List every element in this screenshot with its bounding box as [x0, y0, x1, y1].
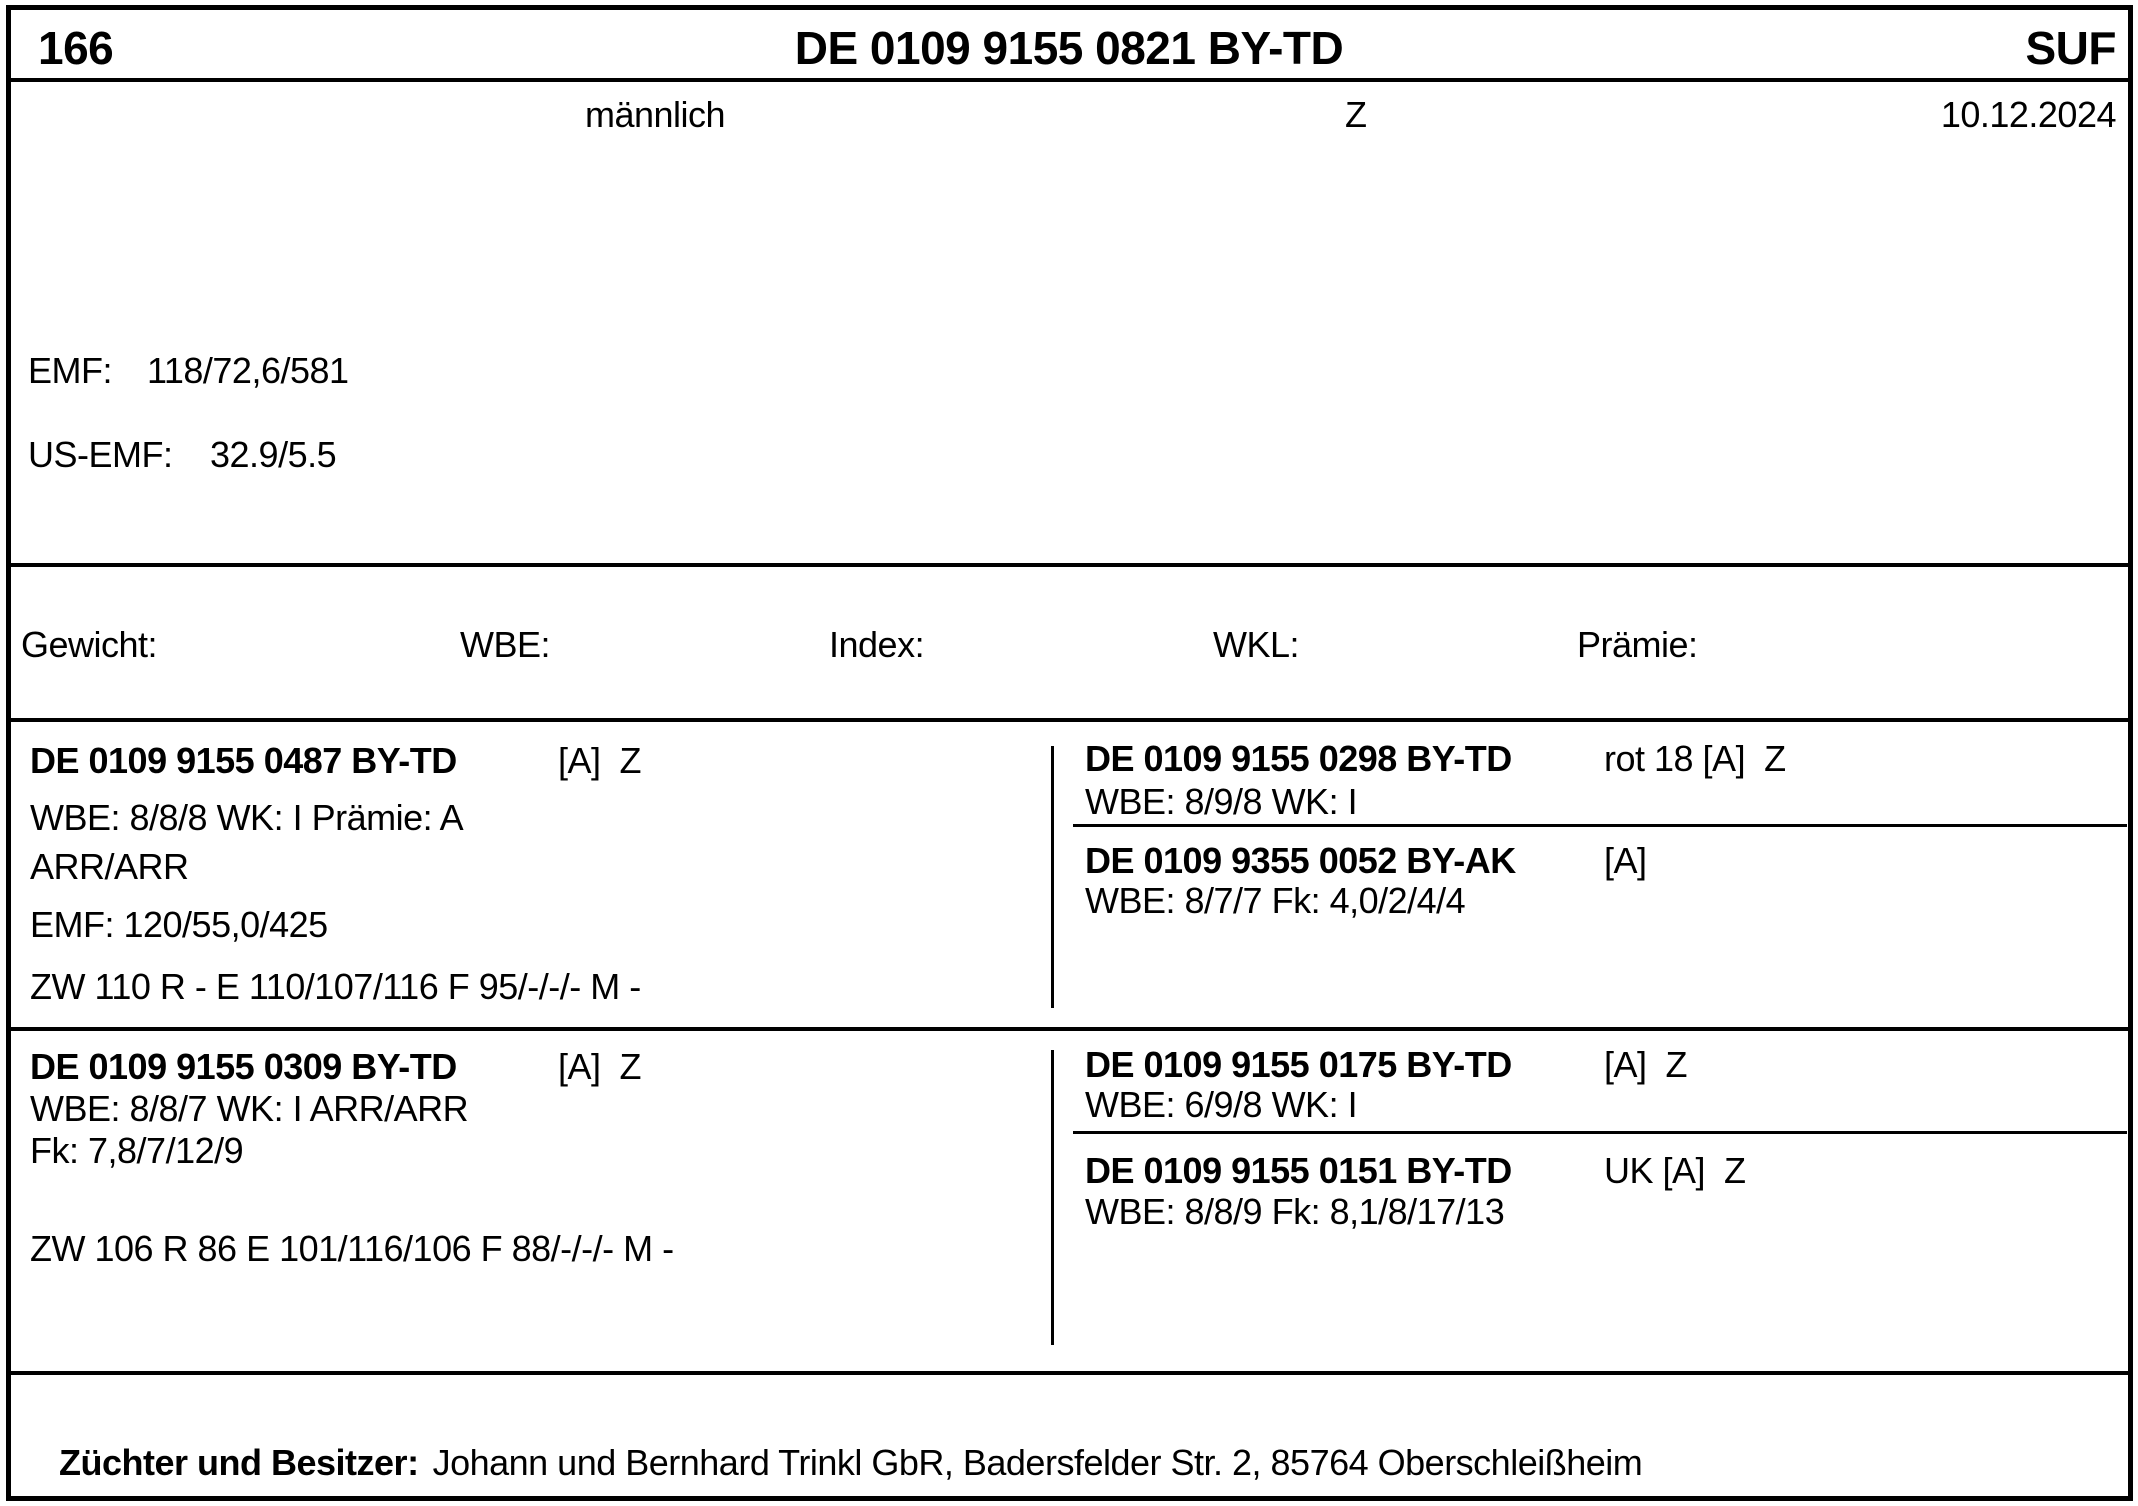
- sire-annotation: [A] Z: [558, 740, 642, 781]
- sire-dam-id: DE 0109 9355 0052 BY-AK: [1085, 840, 1516, 881]
- pedigree-top-rule: [6, 718, 2133, 722]
- footer-rule: [6, 1371, 2133, 1375]
- breeder-owner-line: [21, 1406, 1642, 1506]
- sex-label: männlich: [585, 94, 726, 135]
- column-label-index: Index:: [829, 624, 925, 665]
- sire-sire-wbe-line: WBE: 8/9/8 WK: I: [1085, 781, 1358, 822]
- sire-id: DE 0109 9155 0487 BY-TD: [30, 740, 457, 781]
- dam-dam-wbe-line: WBE: 8/8/9 Fk: 8,1/8/17/13: [1085, 1191, 1505, 1232]
- column-label-praemie: Prämie:: [1577, 624, 1698, 665]
- dam-id: DE 0109 9155 0309 BY-TD: [30, 1046, 457, 1087]
- breeder-owner-label: Züchter und Besitzer:: [59, 1442, 419, 1483]
- breed-code: SUF: [2025, 22, 2116, 74]
- dam-sire-annotation: [A] Z: [1604, 1044, 1688, 1085]
- sire-emf-line: EMF: 120/55,0/425: [30, 904, 328, 945]
- pedigree-vertical-divider-bottom: [1051, 1050, 1054, 1345]
- animal-id-title: DE 0109 9155 0821 BY-TD: [794, 22, 1344, 74]
- sire-sire-annotation: rot 18 [A] Z: [1604, 738, 1786, 779]
- emf-section-rule: [6, 563, 2133, 567]
- sire-ancestors-separator: [1073, 824, 2127, 827]
- emf-label: EMF:: [28, 350, 112, 391]
- dam-zw-line: ZW 106 R 86 E 101/116/106 F 88/-/-/- M -: [30, 1228, 674, 1269]
- sire-genotype-line: ARR/ARR: [30, 846, 189, 887]
- sire-dam-annotation: [A]: [1604, 840, 1647, 881]
- us-emf-value: 32.9/5.5: [210, 434, 337, 475]
- sire-wbe-line: WBE: 8/8/8 WK: I Prämie: A: [30, 797, 464, 838]
- pedigree-middle-rule: [6, 1027, 2133, 1031]
- dam-fk-line: Fk: 7,8/7/12/9: [30, 1130, 244, 1171]
- column-label-wkl: WKL:: [1213, 624, 1300, 665]
- dam-annotation: [A] Z: [558, 1046, 642, 1087]
- date-label: 10.12.2024: [1940, 94, 2116, 135]
- dam-dam-id: DE 0109 9155 0151 BY-TD: [1085, 1150, 1512, 1191]
- dam-ancestors-separator: [1073, 1131, 2127, 1134]
- pedigree-vertical-divider-top: [1051, 746, 1054, 1008]
- column-label-wbe: WBE:: [460, 624, 551, 665]
- emf-value: 118/72,6/581: [147, 350, 349, 391]
- breeder-owner-value: Johann und Bernhard Trinkl GbR, Badersfelder Str. 2, 85764 Oberschleißheim: [432, 1442, 1643, 1483]
- header-rule: [6, 78, 2133, 82]
- z-mark: Z: [1345, 94, 1367, 135]
- dam-dam-annotation: UK [A] Z: [1604, 1150, 1746, 1191]
- us-emf-label: US-EMF:: [28, 434, 173, 475]
- lot-number: 166: [38, 22, 114, 74]
- sire-zw-line: ZW 110 R - E 110/107/116 F 95/-/-/- M -: [30, 966, 641, 1007]
- dam-sire-id: DE 0109 9155 0175 BY-TD: [1085, 1044, 1512, 1085]
- dam-wbe-line: WBE: 8/8/7 WK: I ARR/ARR: [30, 1088, 469, 1129]
- dam-sire-wbe-line: WBE: 6/9/8 WK: I: [1085, 1084, 1358, 1125]
- sire-sire-id: DE 0109 9155 0298 BY-TD: [1085, 738, 1512, 779]
- sire-dam-wbe-line: WBE: 8/7/7 Fk: 4,0/2/4/4: [1085, 880, 1466, 921]
- column-label-gewicht: Gewicht:: [21, 624, 158, 665]
